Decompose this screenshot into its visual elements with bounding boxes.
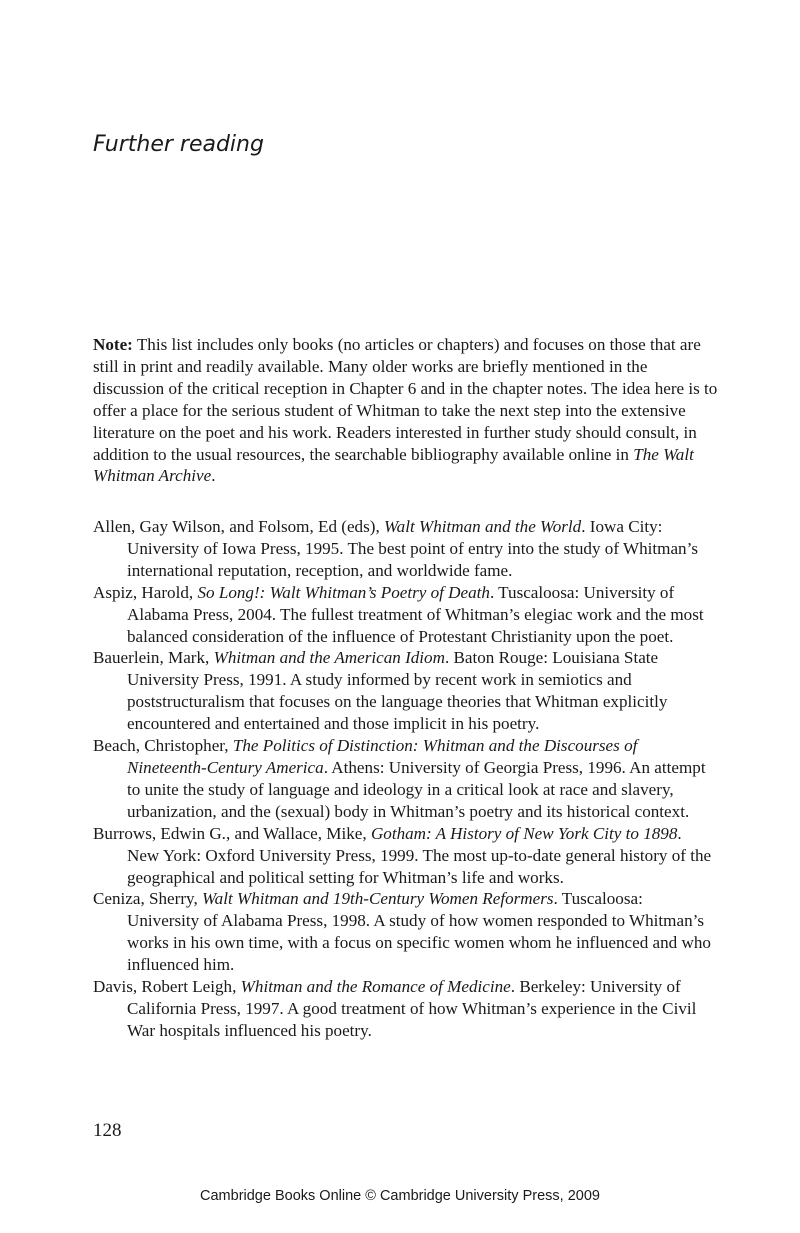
entry-title: Walt Whitman and 19th-Century Women Reformers (202, 889, 554, 909)
entry-title: So Long!: Walt Whitman’s Poetry of Death (197, 582, 490, 602)
entry-title: Gotham: A History of New York City to 1898 (370, 823, 678, 843)
entry-title: Whitman and the Romance of Medicine (240, 977, 511, 997)
bibliography-entry (93, 888, 718, 976)
entry-details: . Baton Rouge: Louisiana State University Press, 1991. A study informed by recent work in semiotics and poststructuralism that focuses on the language theories that Whitman explicitly encountered and entertained and those implicit in his poetry. (127, 648, 668, 734)
note-end: . (211, 466, 216, 486)
note-text: This list includes only books (no articles or chapters) and focuses on those that are still in print and readily available. Many older works are briefly mentioned in the discussion of the critical reception in Chapter 6 and in the chapter notes. The idea here is to offer a place for the serious student of Whitman to take the next step into the extensive literature on the poet and his work. Readers interested in further study should consult, in addition to the usual resources, the searchable bibliography available online in (93, 335, 718, 464)
bibliography-entry (93, 735, 718, 823)
entry-author: Bauerlein, Mark, (93, 648, 214, 668)
entry-details: . Iowa City: University of Iowa Press, 1995. The best point of entry into the study of Whitman’s international reputation, reception, and worldwide fame. (127, 517, 698, 580)
entry-title: The Politics of Distinction: Whitman and the Discourses of Nineteenth-Century America (127, 736, 638, 777)
entry-author: Beach, Christopher, (93, 736, 233, 756)
entry-details: . New York: Oxford University Press, 1999. The most up-to-date general history of the geographical and political setting for Whitman’s life and works. (127, 823, 712, 887)
note-paragraph (93, 334, 718, 487)
bibliography-list (93, 516, 718, 1042)
entry-author: Burrows, Edwin G., and Wallace, Mike, (93, 823, 371, 843)
bibliography-entry (93, 823, 718, 889)
bibliography-entry (93, 976, 718, 1042)
entry-details: . Tuscaloosa: University of Alabama Press, 1998. A study of how women responded to Whitman’s works in his own time, with a focus on specific women whom he influenced and who influenced him. (127, 889, 711, 975)
note-archive-title: The Walt Whitman Archive (93, 444, 694, 486)
note-label: Note: (93, 335, 133, 354)
chapter-heading: Further reading (93, 132, 264, 157)
entry-title: Walt Whitman and the World (384, 517, 582, 536)
page-number: 128 (93, 1120, 122, 1141)
entry-author: Aspiz, Harold, (93, 582, 198, 602)
entry-details: . Tuscaloosa: University of Alabama Press, 2004. The fullest treatment of Whitman’s elegiac work and the most balanced consideration of the influence of Protestant Christianity upon the poet. (127, 582, 704, 646)
bibliography-entry (93, 647, 718, 735)
entry-title: Whitman and the American Idiom (213, 648, 445, 668)
entry-details: . Berkeley: University of California Press, 1997. A good treatment of how Whitman’s experience in the Civil War hospitals influenced his poetry. (127, 977, 697, 1040)
entry-author: Ceniza, Sherry, (93, 889, 203, 909)
entry-details: . Athens: University of Georgia Press, 1996. An attempt to unite the study of language and ideology in a critical look at race and slavery, urbanization, and the (sexual) body in Whitman’s poetry and its historical context. (127, 757, 706, 821)
entry-author: Davis, Robert Leigh, (93, 977, 241, 997)
bibliography-entry (93, 582, 718, 648)
copyright-footer: Cambridge Books Online © Cambridge University Press, 2009 (200, 1188, 600, 1204)
entry-author: Allen, Gay Wilson, and Folsom, Ed (eds), (93, 517, 384, 536)
bibliography-entry (93, 516, 718, 582)
